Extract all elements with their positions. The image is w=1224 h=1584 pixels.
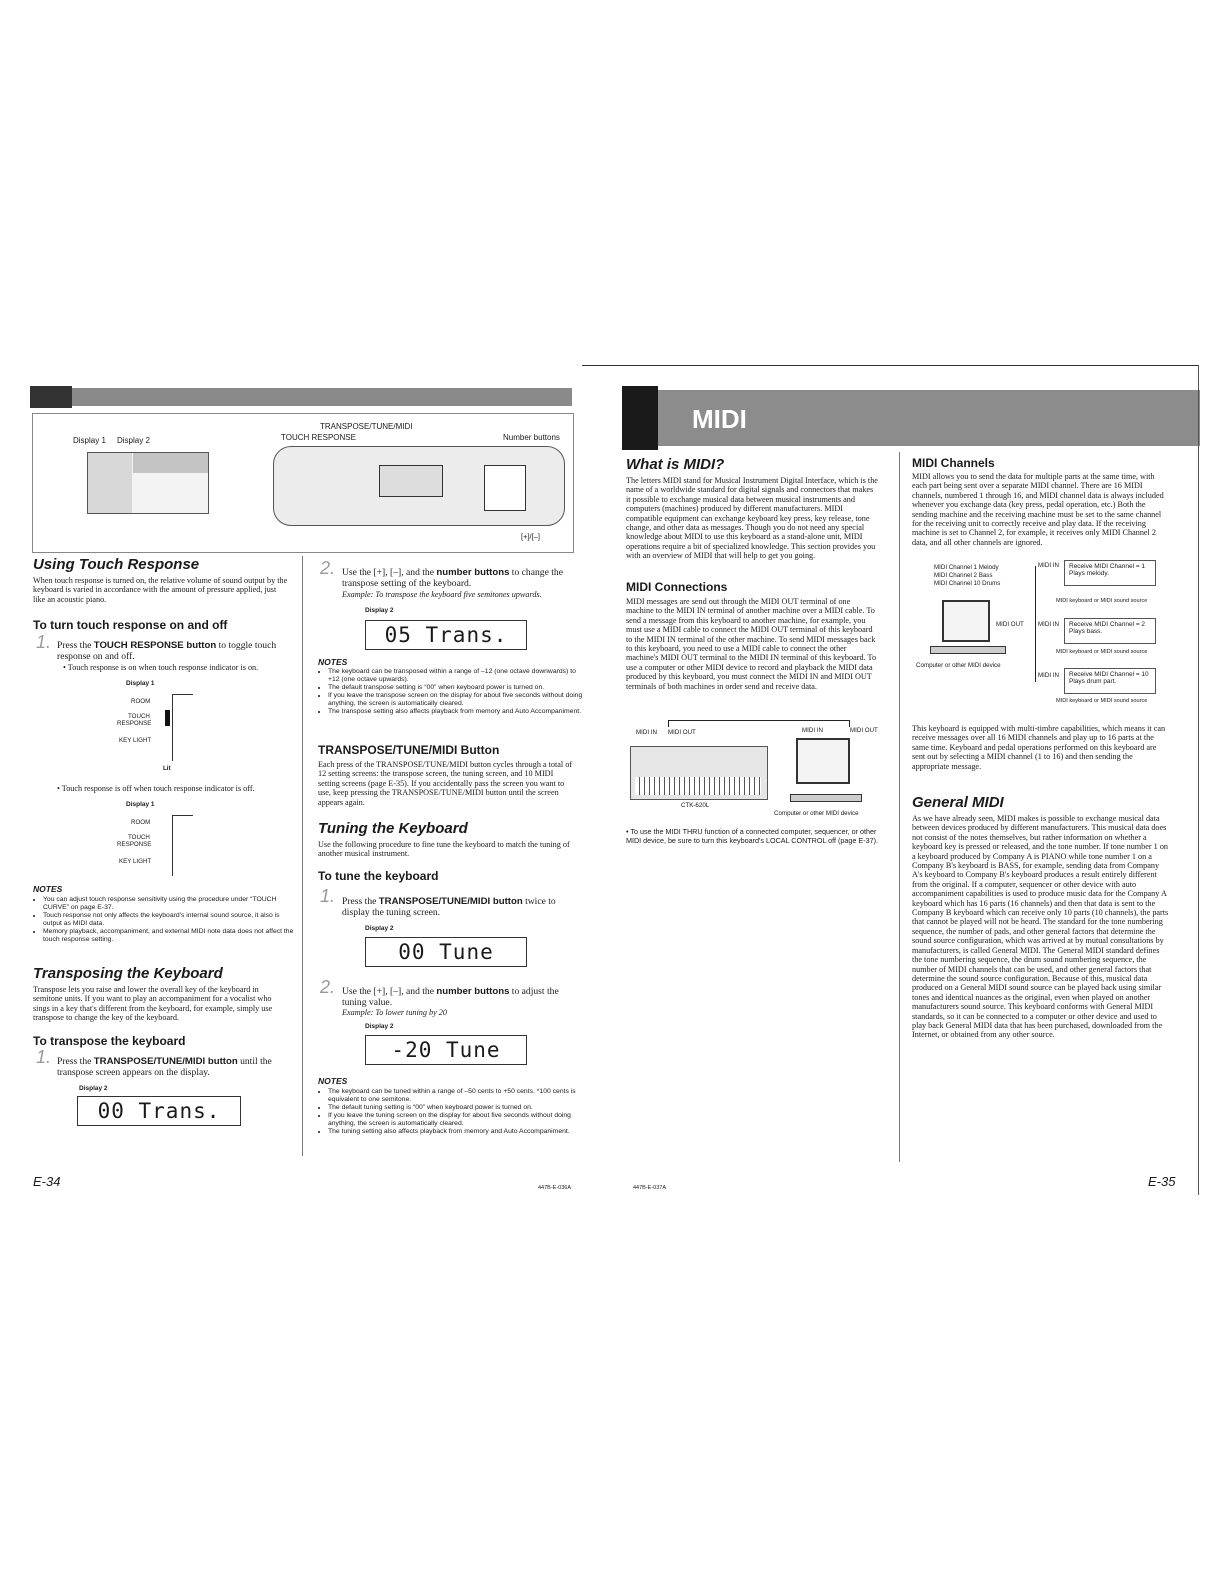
col2-display2-label: Display 2 [365,607,394,614]
midi-in-1: MIDI IN [1038,562,1059,569]
col2-notes-list [318,668,584,716]
display1-b-label: Display 1 [126,801,155,808]
room-label: ROOM [131,698,151,705]
note-item: • If you leave the tuning screen on the display for about five seconds without doing anything, the screen is automatically cleared. [328,1112,584,1128]
response-label-b: RESPONSE [117,841,152,848]
channels-midi-out: MIDI OUT [996,621,1024,628]
col2-notes2-list [318,1088,584,1136]
tune-step2-number: 2. [320,977,336,997]
right-edge-rule [1198,365,1199,1195]
notes-title-1: NOTES [33,884,63,894]
channels-diagram [912,560,1174,710]
note-item: • The default tuning setting is “00” when keyboard power is turned on. [328,1104,584,1112]
touch-onoff-subtitle: To turn touch response on and off [33,618,228,632]
notes-list-1 [33,896,299,944]
midi-in-3: MIDI IN [1038,672,1059,679]
left-page-number: E-34 [33,1174,61,1189]
tune-lcd-a: 00 Tune [365,937,527,967]
midi-channels-body2: This keyboard is equipped with multi-timbre capabilities, which means it can receive messages over all 16 MIDI channels and play up to 16 parts at the same time. Keyboard and pedal operations performed on this keyboard are sent out by selecting a MIDI channel (1 to 16) and then sending the appropriate message. [912,724,1166,771]
room-label-b: ROOM [131,819,151,826]
computer-label: Computer or other MIDI device [774,810,859,817]
indicator-frame-b [172,815,193,876]
step1-text: Press the TOUCH RESPONSE button to toggle touch response on and off. [57,640,277,662]
computer-keyboard-illustration [790,794,862,802]
display2-label: Display 2 [117,436,150,445]
transpose-subtitle: To transpose the keyboard [33,1034,186,1048]
tune-display2-a-label: Display 2 [365,925,394,932]
channels-monitor [942,600,990,642]
touch-off-bullet: • Touch response is off when touch response indicator is off. [57,784,255,793]
header-diagram [32,413,574,553]
transpose-label: TRANSPOSE/TUNE/MIDI [320,422,413,431]
touch-response-title: Using Touch Response [33,556,200,573]
transposing-body: Transpose lets you raise and lower the overall key of the keyboard in semitone units. If you want to play an accompaniment for a vocalist who sings in a key that's different from the keyboard, for example, simply use transpose to change the key of the keyboard. [33,985,273,1023]
general-midi-body: As we have already seen, MIDI makes is possible to exchange musical data between devices produced by different manufacturers. This musical data does not consist of the notes themselves, but rather information on whether a keyboard key is pressed or released, and the tone number. If tone number 1 on a keyboard produced by Company A is PIANO while tone number 1 on a Company B's keyboard is BASS, for example, sending data from Company A's keyboard to Company B's keyboard produces a result entirely different from the original. If a computer, sequencer or other device with auto accompaniment capabilities is used to produce music data for the Company A keyboard which has 16 parts (16 channels) and then that data is sent to the Company B keyboard which can receive only 10 parts (10 channels), the parts that cannot be played will not be heard. The standard for the tone numbering sequence, the number of pads, and other general factors that determine the sound source configuration, which was arrived at by mutual consultations by manufacturers, is called General MIDI. The General MIDI standard defines the tone numbering sequence, the drum sound numbering sequence, the number of MIDI channels that can be used, and other general factors that determine the sound source configuration. Because of this, musical data produced on a General MIDI sound source can be played back using similar tones and identical nuances as the original, even when played on another manufacturers sound source. This keyboard conforms with General MIDI standards, so it can be connected to a computer or other device and used to play back General MIDI data that has been purchased, downloaded from the Internet, or obtained from any other source. [912,814,1169,1040]
tuning-body: Use the following procedure to fine tune the keyboard to match the tuning of another musical instrument. [318,840,570,859]
source-label-3: MIDI keyboard or MIDI sound source [1056,698,1148,704]
left-header-tab [30,386,72,408]
keyboard-keys [635,777,761,795]
source-label-1: MIDI keyboard or MIDI sound source [1056,598,1148,604]
tune-example: Example: To lower tuning by 20 [342,1008,447,1017]
right-page-top-rule [582,365,1198,366]
transpose-step1-text: Press the TRANSPOSE/TUNE/MIDI button until the transpose screen appears on the display. [57,1056,272,1078]
col2-example: Example: To transpose the keyboard five semitones upwards. [342,590,542,599]
display1-area [88,453,132,513]
number-buttons-label: Number buttons [503,433,560,442]
receiver-box-3: Receive MIDI Channel = 10 Plays drum part. [1064,668,1156,694]
display1-label: Display 1 [73,436,106,445]
note-item: • Memory playback, accompaniment, and external MIDI note data does not affect the touch response setting. [43,928,299,944]
key-light-label-b: KEY LIGHT [119,858,152,865]
note-item: • You can adjust touch response sensitivity using the procedure under “TOUCH CURVE” on page E-37. [43,896,299,912]
what-is-midi-body: The letters MIDI stand for Musical Instrument Digital Interface, which is the name of a worldwide standard for digital signals and connectors that makes it possible to exchange musical data between musical instruments and computers (machines) produced by different manufacturers. MIDI compatible equipment can exchange keyboard key press, key release, tone change, and other data as messages. Though you do not need any special knowledge about MIDI to use this keyboard as a stand-alone unit, MIDI operations require a bit of specialized knowledge. This section provides you with an overview of MIDI that will help to get you going. [626,476,878,561]
transpose-step1-number: 1. [36,1047,52,1067]
display1-a-label: Display 1 [126,680,155,687]
ttm-button-body: Each press of the TRANSPOSE/TUNE/MIDI button cycles through a total of 12 setting screens: the transpose screen, the tuning screen, and 10 MIDI setting screens (page E-35). If you accidentally pass the screen you want to use, keep pressing the TRANSPOSE/TUNE/MIDI button until the screen appears again. [318,760,573,807]
tuning-title: Tuning the Keyboard [318,820,468,837]
ch2-label: MIDI Channel 2 Bass [934,572,993,579]
tune-step1-number: 1. [320,886,336,906]
indicator-frame-a [172,694,193,761]
note-item: • The tuning setting also affects playback from memory and Auto Accompaniment. [328,1128,584,1136]
response-label: RESPONSE [117,720,152,727]
display2-area [133,453,208,473]
transpose-lcd: 00 Trans. [77,1096,241,1126]
plus-minus-label: [+]/[–] [521,532,540,541]
receiver-box-1: Receive MIDI Channel = 1 Plays melody. [1064,560,1156,586]
connection-diagram [626,718,882,822]
col2-step2-text: Use the [+], [–], and the number buttons to change the transpose setting of the keyboard. [342,567,563,589]
monitor-illustration [796,738,850,784]
touch-label-b: TOUCH [128,834,150,841]
touch-response-label: TOUCH RESPONSE [281,433,356,442]
ch1-label: MIDI Channel 1 Melody [934,564,999,571]
midi-channels-body: MIDI allows you to send the data for multiple parts at the same time, with each part being sent over a separate MIDI channel. There are 16 MIDI channels, numbered 1 through 16, and MIDI channel data is always included whenever you exchange data (key press, pedal operation, etc.) Both the sending machine and the receiving machine must be set to the same channel for the receiving unit to correctly receive and play data. If the receiving machine is set to Channel 2, for example, it receives only MIDI Channel 2 data, and all other channels are ignored. [912,472,1164,547]
channels-bus-line [1035,566,1036,682]
pc-midi-in: MIDI IN [802,727,823,734]
midi-cable-upper [668,720,850,727]
tune-step2-text: Use the [+], [–], and the number buttons to adjust the tuning value. [342,986,559,1008]
col2-notes-title: NOTES [318,657,348,667]
note-item: • The keyboard can be tuned within a range of –50 cents to +50 cents. *100 cents is equivalent to one semitone. [328,1088,584,1104]
key-light-label: KEY LIGHT [119,737,152,744]
right-page-number: E-35 [1148,1174,1176,1189]
step1-number: 1. [36,632,52,652]
tune-lcd-b: -20 Tune [365,1035,527,1065]
midi-banner-title: MIDI [692,404,747,434]
col2-lcd: 05 Trans. [365,620,527,650]
midi-channels-title: MIDI Channels [912,456,995,470]
col2-notes2-title: NOTES [318,1076,348,1086]
left-header-bar [30,388,572,406]
midi-connections-title: MIDI Connections [626,580,728,594]
tune-step1-text: Press the TRANSPOSE/TUNE/MIDI button twice to display the tuning screen. [342,896,556,918]
note-item: • If you leave the transpose screen on the display for about five seconds without doing anything, the screen is automatically cleared. [328,692,584,708]
touch-on-bullet: • Touch response is on when touch response indicator is on. [63,663,259,672]
touch-response-body: When touch response is turned on, the relative volume of sound output by the keyboard is varied in accordance with the amount of pressure applied, just like an acoustic piano. [33,576,288,604]
keyboard-illustration [630,746,768,800]
source-label-2: MIDI keyboard or MIDI sound source [1056,649,1148,655]
touch-label: TOUCH [128,713,150,720]
midi-banner [622,390,1200,446]
ctk-model-label: CTK-620L [681,802,710,809]
transpose-display2-label: Display 2 [79,1085,108,1092]
what-is-midi-title: What is MIDI? [626,456,725,473]
pc-midi-out: MIDI OUT [850,727,878,734]
right-column-divider [899,452,900,1162]
lit-label: Lit [163,765,171,772]
kb-midi-out: MIDI OUT [668,729,696,736]
receiver-box-2: Receive MIDI Channel = 2 Plays bass. [1064,618,1156,644]
tune-display2-b-label: Display 2 [365,1023,394,1030]
col2-step2-number: 2. [320,558,336,578]
display-illustration [87,452,209,514]
transposing-title: Transposing the Keyboard [33,965,223,982]
note-item: • The keyboard can be transposed within a range of –12 (one octave downwards) to +12 (one octave upwards). [328,668,584,684]
midi-banner-tab [622,386,658,450]
note-item: • The default transpose setting is “00” when keyboard power is turned on. [328,684,584,692]
channels-pc-keyboard [930,646,1006,654]
left-page-code: 447B-E-036A [538,1185,572,1191]
right-page-code: 447B-E-037A [633,1185,667,1191]
note-item: • Touch response not only affects the keyboard's internal sound source, it also is output as MIDI data. [43,912,299,928]
note-item: • The transpose setting also affects playback from memory and Auto Accompaniment. [328,708,584,716]
midi-connections-body: MIDI messages are send out through the MIDI OUT terminal of one machine to the MIDI IN terminal of another machine over a MIDI cable. To send a message from this keyboard to another machine, for example, you must use a MIDI cable to connect the MIDI OUT terminal of this keyboard to the MIDI IN terminal of the other machine. To send MIDI messages back to this keyboard, you need to use a MIDI cable to connect the other machine's MIDI OUT terminal to the MIDI IN terminal of this keyboard. To use a computer or other MIDI device to record and playback the MIDI data produced by this keyboard, you must connect the MIDI IN and MIDI OUT terminals of both machines in order send and receive data. [626,597,877,691]
ch10-label: MIDI Channel 10 Drums [934,580,1001,587]
lcd-illustration [379,465,443,497]
touch-indicator-lit [165,710,170,726]
ttm-button-title: TRANSPOSE/TUNE/MIDI Button [318,743,500,757]
midi-in-2: MIDI IN [1038,621,1059,628]
tune-subtitle: To tune the keyboard [318,869,439,883]
channels-computer-label: Computer or other MIDI device [916,662,1001,669]
kb-midi-in: MIDI IN [636,729,657,736]
keyboard-panel-illustration [273,446,565,526]
general-midi-title: General MIDI [912,794,1004,811]
number-buttons-illustration [484,465,526,511]
midi-thru-bullet: • To use the MIDI THRU function of a connected computer, sequencer, or other MIDI device, be sure to turn this keyboard's LOCAL CONTROL off (page E-37). [626,827,878,845]
left-column-divider [302,556,303,1156]
